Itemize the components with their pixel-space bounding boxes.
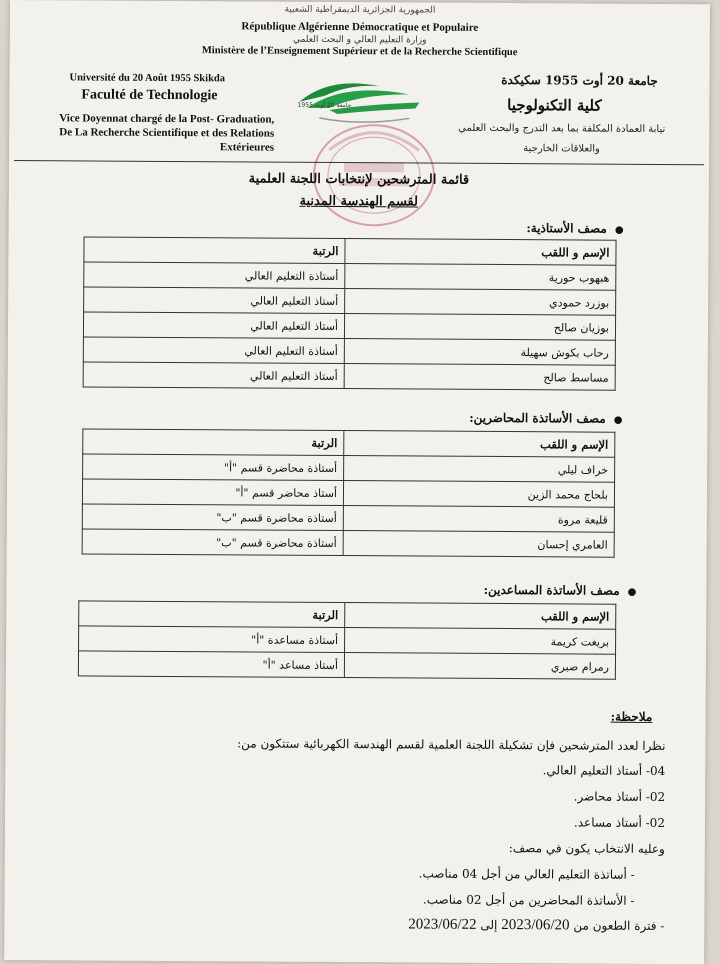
- faculty-french: Faculté de Technologie: [81, 87, 218, 104]
- vice-deanship-french: [9, 111, 274, 155]
- vice-fr-line3: Extérieures: [219, 141, 275, 154]
- column-header-name: الإسم و اللقب: [344, 431, 615, 458]
- rank-cell: أستاذ التعليم العالي: [83, 362, 344, 389]
- vice-ar-line1: نيابة العمادة المكلفة بما بعد التدرج والبحث العلمي: [458, 122, 666, 136]
- assistants-table: [78, 600, 616, 679]
- name-cell: بوزرد حمودي: [345, 289, 616, 316]
- logo-text: جامعة 20 أوت 1955: [297, 101, 352, 110]
- section-heading-text: مصف الأساتذة المحاضرين:: [469, 410, 606, 426]
- column-header-rank: الرتبة: [84, 237, 345, 264]
- ministry-arabic: وزارة التعليم العالي و البحث العلمي: [293, 34, 427, 46]
- vice-fr-line2: De La Recherche Scientifique et des Relations: [59, 126, 275, 140]
- rank-cell: أستاذ التعليم العالي: [84, 287, 345, 314]
- lecturers-table: [82, 428, 616, 557]
- rank-cell: أستاذ مساعد "أ": [78, 651, 344, 678]
- vice-ar-line2: والعلاقات الخارجية: [523, 143, 600, 155]
- table-row: [82, 504, 614, 532]
- appeal-date-from: 2023/06/20: [501, 917, 570, 934]
- table-row: [84, 262, 616, 290]
- table-header-row: [83, 429, 615, 457]
- table-row: [82, 529, 614, 557]
- ministry-french: Ministère de l’Enseignement Supérieur et de la Recherche Scientifique: [201, 45, 518, 59]
- name-cell: بلحاج محمد الزين: [343, 481, 614, 508]
- bullet-icon: ●: [613, 414, 623, 426]
- table-row: [83, 362, 615, 390]
- table-header-row: [84, 237, 616, 265]
- appeal-period-line: [408, 916, 664, 935]
- republic-arabic: الجمهورية الجزائرية الديمقراطية الشعبية: [284, 4, 436, 16]
- table-row: [82, 479, 614, 507]
- table-row: [84, 287, 616, 315]
- table-row: [79, 626, 616, 654]
- name-cell: قليعة مروة: [343, 506, 614, 533]
- column-header-name: الإسم و اللقب: [345, 603, 616, 630]
- university-french: Université du 20 Août 1955 Skikda: [69, 72, 226, 85]
- bullet-icon: ●: [614, 224, 624, 236]
- table-header-row: [79, 601, 616, 629]
- note-line: 02- أستاذ محاضر.: [573, 789, 666, 805]
- university-arabic: جامعة 20 أوت 1955 سكيكدة: [501, 73, 658, 88]
- note-line: 02- أستاذ مساعد.: [573, 815, 666, 831]
- section-heading-text: مصف الأساتذة المساعدين:: [483, 582, 620, 598]
- name-cell: خراف ليلي: [344, 456, 615, 483]
- section-heading-professors: [389, 220, 624, 235]
- table-row: [83, 312, 615, 340]
- name-cell: رمرام صبري: [344, 653, 615, 680]
- table-row: [83, 337, 615, 365]
- rank-cell: أستاذة محاضرة قسم "أ": [83, 454, 344, 481]
- name-cell: العامري إحسان: [343, 531, 614, 558]
- appeal-to-label: إلى: [480, 917, 498, 932]
- department-title: لقسم الهندسة المدنية: [299, 193, 419, 210]
- column-header-rank: الرتبة: [83, 429, 344, 456]
- appeal-date-to: 2023/06/22: [408, 916, 477, 933]
- rank-cell: أستاذة التعليم العالي: [83, 337, 344, 364]
- name-cell: بريغت كريمة: [345, 628, 616, 655]
- rank-cell: أستاذة التعليم العالي: [84, 262, 345, 289]
- table-row: [78, 651, 615, 679]
- note-line: 04- أستاذ التعليم العالي.: [542, 763, 666, 779]
- document-page: [4, 0, 710, 964]
- professors-table: [83, 236, 617, 390]
- document-title: قائمة المترشحين لإنتخابات اللجنة العلمية: [248, 171, 470, 188]
- table-row: [83, 454, 615, 482]
- faculty-arabic: كلية التكنولوجيا: [507, 96, 602, 115]
- rank-cell: أستاذ التعليم العالي: [83, 312, 344, 339]
- appeal-label: - فترة الطعون من: [573, 918, 665, 934]
- note-heading: ملاحظة:: [610, 709, 653, 724]
- rank-cell: أستاذة مساعدة "أ": [79, 626, 345, 653]
- section-heading-assistants: [376, 582, 636, 598]
- note-line: - الأساتذة المحاضرين من أجل 02 مناصب.: [422, 892, 635, 908]
- name-cell: رحاب بكوش سهيلة: [344, 339, 615, 366]
- rank-cell: أستاذ محاضر قسم "أ": [82, 479, 343, 506]
- section-heading-text: مصف الأستاذية:: [526, 221, 607, 236]
- section-heading-lecturers: [367, 410, 622, 426]
- rank-cell: أستاذة محاضرة قسم "ب": [82, 504, 343, 531]
- note-line: وعليه الانتخاب يكون في مصف:: [508, 841, 665, 857]
- bullet-icon: ●: [627, 586, 637, 598]
- column-header-name: الإسم و اللقب: [345, 239, 616, 266]
- name-cell: هبهوب حورية: [345, 264, 616, 291]
- note-line: نظرا لعدد المترشحين فإن تشكيلة اللجنة العلمية لقسم الهندسة الكهربائية ستتكون من:: [237, 736, 666, 754]
- vice-deanship-arabic: [439, 119, 684, 160]
- name-cell: مساسط صالح: [344, 364, 615, 391]
- name-cell: بوزيان صالح: [344, 314, 615, 341]
- republic-french: République Algérienne Démocratique et Populaire: [241, 20, 479, 34]
- column-header-rank: الرتبة: [79, 601, 345, 628]
- vice-fr-line1: Vice Doyennat chargé de la Post- Graduation,: [59, 112, 275, 126]
- rank-cell: أستاذة محاضرة قسم "ب": [82, 529, 343, 556]
- note-line: - أساتذة التعليم العالي من أجل 04 مناصب.: [418, 866, 635, 882]
